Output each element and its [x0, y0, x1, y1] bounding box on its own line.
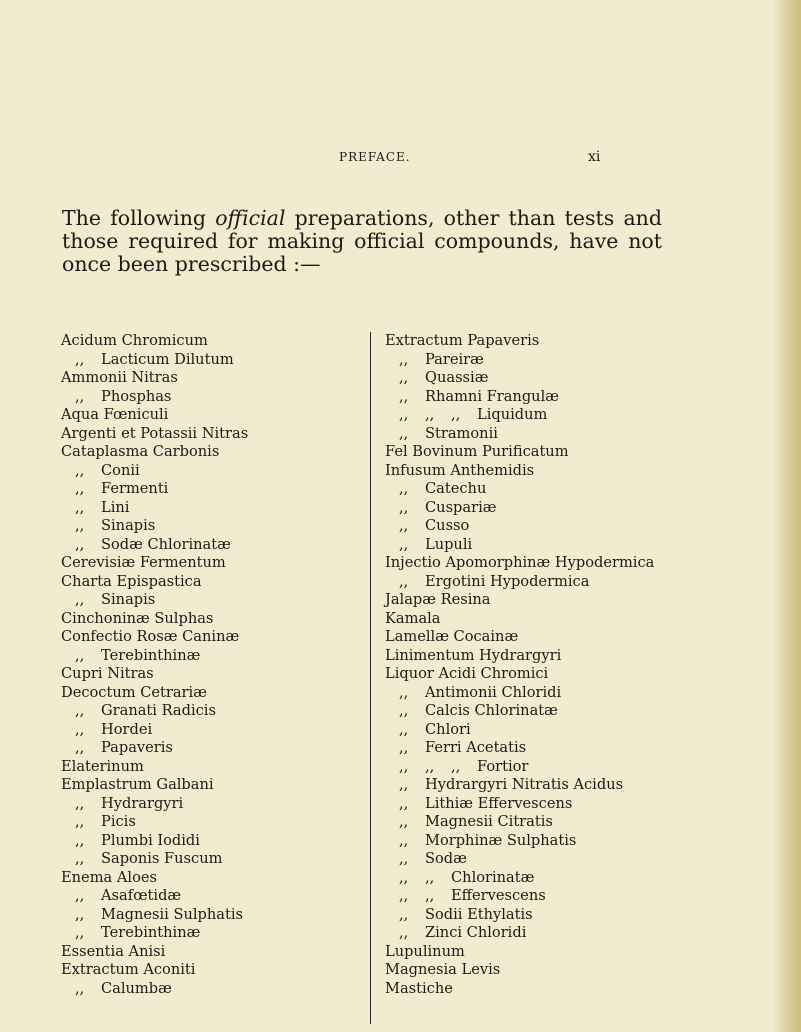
list-item [61, 591, 361, 610]
list-item [385, 406, 695, 425]
list-item [385, 573, 695, 592]
ditto-mark: ,, [399, 350, 409, 368]
ditto-mark: ,, [75, 739, 85, 756]
list-item [61, 647, 361, 666]
entry-text: Lacticum Dilutum [101, 350, 234, 368]
list-item [61, 628, 361, 647]
entry-text: Chlori [425, 720, 471, 738]
ditto-mark: ,, [399, 683, 409, 701]
entry-text: Infusum Anthemidis [385, 461, 535, 479]
ditto-mark: ,, [399, 739, 409, 756]
ditto-mark: ,, [75, 905, 85, 923]
entry-text: Sinapis [101, 591, 156, 608]
entry-text: Picis [101, 813, 136, 830]
list-item [385, 499, 695, 518]
list-item [385, 332, 695, 351]
entry-text: Hydrargyri Nitratis Acidus [425, 776, 624, 793]
list-item [385, 351, 695, 370]
list-item [385, 462, 695, 481]
entry-text: Decoctum Cetrariæ [61, 683, 207, 701]
ditto-mark: ,, [399, 535, 409, 553]
list-item [61, 554, 361, 573]
entry-text: Lupulinum [385, 942, 465, 960]
ditto-mark: ,, [75, 646, 85, 664]
ditto-mark: ,, [399, 794, 409, 812]
entry-text: Pareiræ [425, 350, 484, 368]
entry-text: Calumbæ [101, 979, 172, 997]
entry-text: Kamala [385, 609, 441, 627]
left-column-list [61, 332, 361, 998]
ditto-mark: ,, [399, 757, 409, 775]
entry-text: Ergotini Hypodermica [425, 572, 590, 590]
ditto-mark: ,, [425, 887, 435, 904]
list-item [61, 332, 361, 351]
entry-text: Cuspariæ [425, 498, 497, 516]
ditto-mark: ,, [75, 480, 85, 497]
list-item [61, 943, 361, 962]
list-item [61, 462, 361, 481]
entry-text: Fermenti [101, 480, 169, 497]
ditto-mark: ,, [75, 387, 85, 405]
entry-text: Antimonii Chloridi [425, 683, 562, 701]
entry-text: Stramonii [425, 424, 498, 442]
list-item [61, 573, 361, 592]
entry-text: Sodæ [425, 850, 467, 867]
ditto-mark: ,, [399, 813, 409, 830]
ditto-mark: ,, [399, 517, 409, 534]
entry-text: Linimentum Hydrargyri [385, 646, 562, 664]
list-item [61, 443, 361, 462]
list-item [385, 517, 695, 536]
entry-text: Papaveris [101, 739, 173, 756]
ditto-mark: ,, [75, 850, 85, 867]
ditto-mark: ,, [399, 924, 409, 941]
entry-text: Argenti et Potassii Nitras [61, 424, 249, 442]
entry-text: Fel Bovinum Purificatum [385, 443, 569, 460]
list-item [61, 517, 361, 536]
entry-text: Ammonii Nitras [61, 369, 178, 386]
list-item [61, 850, 361, 869]
ditto-mark: ,, [451, 757, 461, 775]
list-item [385, 776, 695, 795]
entry-text: Cupri Nitras [61, 665, 154, 682]
list-item [61, 369, 361, 388]
ditto-mark: ,, [399, 387, 409, 405]
entry-text: Extractum Aconiti [61, 961, 196, 978]
ditto-mark: ,, [75, 813, 85, 830]
list-item [385, 739, 695, 758]
list-item [385, 924, 695, 943]
ditto-mark: ,, [399, 480, 409, 497]
list-item [61, 813, 361, 832]
ditto-mark: ,, [75, 591, 85, 608]
entry-text: Enema Aloes [61, 868, 157, 886]
ditto-mark: ,, [75, 720, 85, 738]
entry-text: Liquor Acidi Chromici [385, 665, 549, 682]
entry-text: Granati Radicis [101, 702, 216, 719]
ditto-mark: ,, [399, 369, 409, 386]
ditto-mark: ,, [399, 572, 409, 590]
list-item [385, 610, 695, 629]
entry-text: Lithiæ Effervescens [425, 794, 573, 812]
entry-text: Liquidum [477, 406, 548, 423]
list-item [61, 721, 361, 740]
ditto-mark: ,, [75, 702, 85, 719]
intro-text-start: The following [62, 205, 216, 230]
entry-text: Catechu [425, 480, 487, 497]
entry-text: Acidum Chromicum [61, 332, 208, 349]
ditto-mark: ,, [425, 406, 435, 423]
entry-text: Calcis Chlorinatæ [425, 702, 558, 719]
entry-text: Morphinæ Sulphatis [425, 831, 577, 849]
ditto-mark: ,, [75, 498, 85, 516]
list-item [61, 795, 361, 814]
entry-text: Magnesii Citratis [425, 813, 553, 830]
entry-text: Sodii Ethylatis [425, 905, 533, 923]
list-item [61, 480, 361, 499]
entry-text: Emplastrum Galbani [61, 776, 214, 793]
list-item [385, 869, 695, 888]
list-item [385, 702, 695, 721]
ditto-mark: ,, [399, 424, 409, 442]
intro-paragraph [62, 207, 662, 276]
list-item [61, 832, 361, 851]
list-item [385, 554, 695, 573]
entry-text: Cataplasma Carbonis [61, 443, 220, 460]
list-item [61, 610, 361, 629]
entry-text: Conii [101, 461, 140, 479]
list-item [61, 961, 361, 980]
entry-text: Lamellæ Cocainæ [385, 628, 519, 645]
list-item [385, 961, 695, 980]
intro-emphasis: official [215, 205, 286, 230]
header-title: PREFACE. [339, 150, 411, 164]
entry-text: Extractum Papaveris [385, 332, 540, 349]
entry-text: Hordei [101, 720, 153, 738]
entry-text: Elaterinum [61, 757, 144, 775]
list-item [385, 591, 695, 610]
list-item [385, 850, 695, 869]
list-item [61, 406, 361, 425]
entry-text: Saponis Fuscum [101, 850, 223, 867]
list-item [385, 628, 695, 647]
entry-text: Sodæ Chlorinatæ [101, 535, 231, 553]
list-item [61, 388, 361, 407]
list-item [61, 776, 361, 795]
ditto-mark: ,, [399, 702, 409, 719]
list-item [61, 758, 361, 777]
ditto-mark: ,, [75, 831, 85, 849]
ditto-mark: ,, [399, 831, 409, 849]
ditto-mark: ,, [399, 905, 409, 923]
right-column-list [370, 332, 695, 1024]
list-item [385, 943, 695, 962]
entry-text: Lupuli [425, 535, 473, 553]
ditto-mark: ,, [399, 776, 409, 793]
ditto-mark: ,, [399, 868, 409, 886]
entry-text: Cerevisiæ Fermentum [61, 554, 226, 571]
list-item [61, 665, 361, 684]
ditto-mark: ,, [399, 406, 409, 423]
ditto-mark: ,, [425, 868, 435, 886]
list-item [385, 647, 695, 666]
ditto-mark: ,, [451, 406, 461, 423]
entry-text: Rhamni Frangulæ [425, 387, 559, 405]
intro-text-end: preparations, other than tests and those required for making official compounds, have not once been prescribed :— [62, 205, 663, 276]
list-item [385, 684, 695, 703]
list-item [385, 795, 695, 814]
ditto-mark: ,, [425, 757, 435, 775]
list-item [61, 869, 361, 888]
ditto-mark: ,, [75, 461, 85, 479]
entry-text: Effervescens [451, 887, 546, 904]
entry-text: Phosphas [101, 387, 172, 405]
list-item [61, 702, 361, 721]
list-item [61, 425, 361, 444]
list-item [61, 351, 361, 370]
list-item [385, 906, 695, 925]
entry-text: Cusso [425, 517, 470, 534]
list-item [61, 906, 361, 925]
ditto-mark: ,, [75, 794, 85, 812]
list-item [385, 813, 695, 832]
ditto-mark: ,, [399, 887, 409, 904]
list-item [385, 369, 695, 388]
ditto-mark: ,, [75, 924, 85, 941]
ditto-mark: ,, [75, 350, 85, 368]
entry-text: Fortior [477, 757, 529, 775]
entry-text: Terebinthinæ [101, 646, 201, 664]
entry-text: Magnesia Levis [385, 961, 501, 978]
entry-text: Terebinthinæ [101, 924, 201, 941]
entry-text: Chlorinatæ [451, 868, 535, 886]
list-item [61, 684, 361, 703]
list-item [385, 425, 695, 444]
entry-text: Plumbi Iodidi [101, 831, 200, 849]
entry-text: Lini [101, 498, 130, 516]
entry-text: Jalapæ Resina [385, 591, 491, 608]
list-item [385, 536, 695, 555]
list-item [61, 980, 361, 999]
entry-text: Zinci Chloridi [425, 924, 527, 941]
ditto-mark: ,, [399, 720, 409, 738]
list-item [385, 480, 695, 499]
list-item [61, 887, 361, 906]
entry-text: Sinapis [101, 517, 156, 534]
running-header [0, 150, 801, 170]
list-item [385, 388, 695, 407]
entry-text: Magnesii Sulphatis [101, 905, 244, 923]
entry-text: Cinchoninæ Sulphas [61, 609, 214, 627]
list-item [385, 443, 695, 462]
list-item [61, 499, 361, 518]
list-item [61, 536, 361, 555]
list-item [61, 924, 361, 943]
ditto-mark: ,, [399, 498, 409, 516]
ditto-mark: ,, [75, 979, 85, 997]
ditto-mark: ,, [75, 517, 85, 534]
list-item [385, 721, 695, 740]
entry-text: Charta Epispastica [61, 572, 202, 590]
list-item [385, 665, 695, 684]
entry-text: Injectio Apomorphinæ Hypodermica [385, 554, 655, 571]
page-number: xi [588, 149, 601, 165]
ditto-mark: ,, [399, 850, 409, 867]
ditto-mark: ,, [75, 535, 85, 553]
entry-text: Mastiche [385, 979, 453, 997]
list-item [385, 887, 695, 906]
list-item [385, 980, 695, 999]
entry-text: Hydrargyri [101, 794, 184, 812]
list-item [385, 758, 695, 777]
entry-text: Aqua Fœniculi [61, 406, 169, 423]
entry-text: Confectio Rosæ Caninæ [61, 628, 240, 645]
entry-text: Ferri Acetatis [425, 739, 527, 756]
entry-text: Asafœtidæ [101, 887, 182, 904]
entry-text: Essentia Anisi [61, 942, 166, 960]
entry-text: Quassiæ [425, 369, 489, 386]
ditto-mark: ,, [75, 887, 85, 904]
list-item [385, 832, 695, 851]
list-item [61, 739, 361, 758]
